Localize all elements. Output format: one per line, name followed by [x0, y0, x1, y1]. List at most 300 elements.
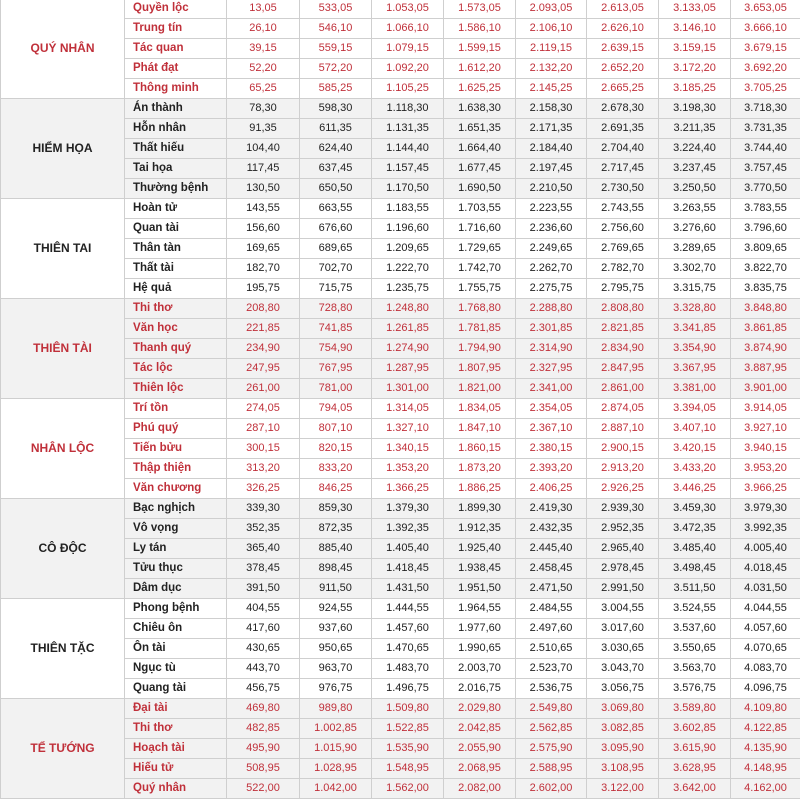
value-cell: 2.939,30 — [587, 499, 659, 519]
value-cell: 1.562,00 — [372, 779, 444, 799]
value-cell: 3.122,00 — [587, 779, 659, 799]
value-cell: 3.446,25 — [659, 479, 731, 499]
value-cell: 2.093,05 — [516, 0, 587, 19]
row-name: Quyền lộc — [125, 0, 227, 19]
value-cell: 1.847,10 — [444, 419, 516, 439]
value-cell: 2.510,65 — [516, 639, 587, 659]
value-cell: 2.743,55 — [587, 199, 659, 219]
value-cell: 754,90 — [300, 339, 372, 359]
value-cell: 1.599,15 — [444, 39, 516, 59]
row-name: Phát đạt — [125, 59, 227, 79]
table-row — [1, 599, 800, 619]
row-name: Dâm dục — [125, 579, 227, 599]
value-cell: 104,40 — [227, 139, 300, 159]
value-cell: 3.263,55 — [659, 199, 731, 219]
value-cell: 1.444,55 — [372, 599, 444, 619]
table-row — [1, 399, 800, 419]
value-cell: 1.379,30 — [372, 499, 444, 519]
value-cell: 1.079,15 — [372, 39, 444, 59]
value-cell: 2.275,75 — [516, 279, 587, 299]
value-cell: 2.042,85 — [444, 719, 516, 739]
value-cell: 1.457,60 — [372, 619, 444, 639]
value-cell: 1.951,50 — [444, 579, 516, 599]
value-cell: 767,95 — [300, 359, 372, 379]
value-cell: 3.615,90 — [659, 739, 731, 759]
value-cell: 1.092,20 — [372, 59, 444, 79]
value-cell: 3.589,80 — [659, 699, 731, 719]
value-cell: 2.795,75 — [587, 279, 659, 299]
value-cell: 3.914,05 — [731, 399, 800, 419]
value-cell: 182,70 — [227, 259, 300, 279]
value-cell: 3.992,35 — [731, 519, 800, 539]
value-cell: 1.392,35 — [372, 519, 444, 539]
value-cell: 911,50 — [300, 579, 372, 599]
value-cell: 1.170,50 — [372, 179, 444, 199]
value-cell: 4.070,65 — [731, 639, 800, 659]
value-cell: 611,35 — [300, 119, 372, 139]
value-cell: 1.821,00 — [444, 379, 516, 399]
value-cell: 1.977,60 — [444, 619, 516, 639]
row-name: Quý nhân — [125, 779, 227, 799]
value-cell: 1.651,35 — [444, 119, 516, 139]
value-cell: 2.380,15 — [516, 439, 587, 459]
value-cell: 313,20 — [227, 459, 300, 479]
value-cell: 924,55 — [300, 599, 372, 619]
row-name: Thi thơ — [125, 719, 227, 739]
value-cell: 39,15 — [227, 39, 300, 59]
value-cell: 1.248,80 — [372, 299, 444, 319]
value-cell: 546,10 — [300, 19, 372, 39]
value-cell: 1.274,90 — [372, 339, 444, 359]
value-cell: 13,05 — [227, 0, 300, 19]
value-cell: 156,60 — [227, 219, 300, 239]
value-cell: 2.367,10 — [516, 419, 587, 439]
value-cell: 3.757,45 — [731, 159, 800, 179]
value-cell: 1.042,00 — [300, 779, 372, 799]
row-name: Tác lộc — [125, 359, 227, 379]
value-cell: 885,40 — [300, 539, 372, 559]
row-name: Văn học — [125, 319, 227, 339]
value-cell: 4.044,55 — [731, 599, 800, 619]
value-cell: 1.586,10 — [444, 19, 516, 39]
value-cell: 3.224,40 — [659, 139, 731, 159]
value-cell: 469,80 — [227, 699, 300, 719]
value-cell: 4.018,45 — [731, 559, 800, 579]
value-cell: 1.327,10 — [372, 419, 444, 439]
value-cell: 1.690,50 — [444, 179, 516, 199]
value-cell: 378,45 — [227, 559, 300, 579]
value-cell: 1.834,05 — [444, 399, 516, 419]
value-cell: 2.158,30 — [516, 99, 587, 119]
value-cell: 2.978,45 — [587, 559, 659, 579]
value-cell: 702,70 — [300, 259, 372, 279]
value-cell: 3.082,85 — [587, 719, 659, 739]
value-cell: 482,85 — [227, 719, 300, 739]
value-cell: 1.768,80 — [444, 299, 516, 319]
value-cell: 1.405,40 — [372, 539, 444, 559]
value-cell: 572,20 — [300, 59, 372, 79]
group-label: QUÝ NHÂN — [1, 0, 125, 99]
value-cell: 1.196,60 — [372, 219, 444, 239]
table-row — [1, 0, 800, 19]
value-cell: 1.209,65 — [372, 239, 444, 259]
row-name: Ngục tù — [125, 659, 227, 679]
value-cell: 833,20 — [300, 459, 372, 479]
value-cell: 3.718,30 — [731, 99, 800, 119]
value-cell: 169,65 — [227, 239, 300, 259]
value-cell: 2.549,80 — [516, 699, 587, 719]
value-cell: 1.925,40 — [444, 539, 516, 559]
value-cell: 3.653,05 — [731, 0, 800, 19]
value-cell: 976,75 — [300, 679, 372, 699]
value-cell: 937,60 — [300, 619, 372, 639]
value-cell: 1.183,55 — [372, 199, 444, 219]
value-cell: 1.964,55 — [444, 599, 516, 619]
value-cell: 3.276,60 — [659, 219, 731, 239]
value-cell: 2.288,80 — [516, 299, 587, 319]
value-cell: 3.679,15 — [731, 39, 800, 59]
row-name: Thi thơ — [125, 299, 227, 319]
value-cell: 3.511,50 — [659, 579, 731, 599]
value-cell: 1.638,30 — [444, 99, 516, 119]
value-cell: 1.028,95 — [300, 759, 372, 779]
value-cell: 1.144,40 — [372, 139, 444, 159]
value-cell: 365,40 — [227, 539, 300, 559]
row-name: Trung tín — [125, 19, 227, 39]
value-cell: 598,30 — [300, 99, 372, 119]
value-cell: 3.537,60 — [659, 619, 731, 639]
value-cell: 3.056,75 — [587, 679, 659, 699]
value-cell: 2.952,35 — [587, 519, 659, 539]
value-cell: 1.470,65 — [372, 639, 444, 659]
value-cell: 3.809,65 — [731, 239, 800, 259]
value-cell: 3.524,55 — [659, 599, 731, 619]
value-cell: 3.108,95 — [587, 759, 659, 779]
value-cell: 2.847,95 — [587, 359, 659, 379]
value-cell: 1.873,20 — [444, 459, 516, 479]
value-cell: 559,15 — [300, 39, 372, 59]
value-cell: 2.874,05 — [587, 399, 659, 419]
value-cell: 274,05 — [227, 399, 300, 419]
value-cell: 1.053,05 — [372, 0, 444, 19]
value-cell: 2.536,75 — [516, 679, 587, 699]
row-name: Phong bệnh — [125, 599, 227, 619]
value-cell: 3.966,25 — [731, 479, 800, 499]
value-cell: 2.055,90 — [444, 739, 516, 759]
value-cell: 2.575,90 — [516, 739, 587, 759]
value-cell: 3.146,10 — [659, 19, 731, 39]
value-cell: 2.016,75 — [444, 679, 516, 699]
value-cell: 3.731,35 — [731, 119, 800, 139]
value-cell: 859,30 — [300, 499, 372, 519]
value-cell: 234,90 — [227, 339, 300, 359]
row-name: Chiêu ôn — [125, 619, 227, 639]
value-cell: 3.642,00 — [659, 779, 731, 799]
value-cell: 2.236,60 — [516, 219, 587, 239]
value-cell: 1.742,70 — [444, 259, 516, 279]
value-cell: 3.172,20 — [659, 59, 731, 79]
value-cell: 3.874,90 — [731, 339, 800, 359]
group-label: TỂ TƯỚNG — [1, 699, 125, 799]
group-label: NHÂN LỘC — [1, 399, 125, 499]
value-cell: 2.354,05 — [516, 399, 587, 419]
row-name: Thường bệnh — [125, 179, 227, 199]
value-cell: 3.861,85 — [731, 319, 800, 339]
value-cell: 872,35 — [300, 519, 372, 539]
value-cell: 2.029,80 — [444, 699, 516, 719]
value-cell: 898,45 — [300, 559, 372, 579]
value-cell: 781,00 — [300, 379, 372, 399]
value-cell: 208,80 — [227, 299, 300, 319]
value-cell: 3.576,75 — [659, 679, 731, 699]
value-cell: 3.004,55 — [587, 599, 659, 619]
row-name: Thất hiếu — [125, 139, 227, 159]
value-cell: 326,25 — [227, 479, 300, 499]
value-cell: 2.432,35 — [516, 519, 587, 539]
value-cell: 846,25 — [300, 479, 372, 499]
value-cell: 2.717,45 — [587, 159, 659, 179]
value-cell: 1.066,10 — [372, 19, 444, 39]
value-cell: 585,25 — [300, 79, 372, 99]
value-cell: 2.965,40 — [587, 539, 659, 559]
value-cell: 2.769,65 — [587, 239, 659, 259]
value-cell: 2.602,00 — [516, 779, 587, 799]
value-cell: 4.122,85 — [731, 719, 800, 739]
row-name: Đại tài — [125, 699, 227, 719]
row-name: Thất tài — [125, 259, 227, 279]
value-cell: 3.420,15 — [659, 439, 731, 459]
value-cell: 3.237,45 — [659, 159, 731, 179]
value-cell: 2.471,50 — [516, 579, 587, 599]
value-cell: 3.979,30 — [731, 499, 800, 519]
row-name: Thập thiện — [125, 459, 227, 479]
value-cell: 1.664,40 — [444, 139, 516, 159]
value-cell: 2.691,35 — [587, 119, 659, 139]
value-cell: 2.003,70 — [444, 659, 516, 679]
row-name: Hỗn nhân — [125, 119, 227, 139]
value-cell: 2.665,25 — [587, 79, 659, 99]
value-cell: 3.328,80 — [659, 299, 731, 319]
row-name: Văn chương — [125, 479, 227, 499]
value-cell: 3.367,95 — [659, 359, 731, 379]
value-cell: 1.301,00 — [372, 379, 444, 399]
value-cell: 3.185,25 — [659, 79, 731, 99]
value-cell: 508,95 — [227, 759, 300, 779]
value-cell: 3.472,35 — [659, 519, 731, 539]
value-cell: 3.315,75 — [659, 279, 731, 299]
value-cell: 1.886,25 — [444, 479, 516, 499]
value-cell: 2.484,55 — [516, 599, 587, 619]
row-name: Trí tồn — [125, 399, 227, 419]
value-cell: 2.639,15 — [587, 39, 659, 59]
value-cell: 3.289,65 — [659, 239, 731, 259]
value-cell: 3.394,05 — [659, 399, 731, 419]
value-cell: 1.261,85 — [372, 319, 444, 339]
row-name: Tiến bửu — [125, 439, 227, 459]
value-cell: 3.381,00 — [659, 379, 731, 399]
value-cell: 963,70 — [300, 659, 372, 679]
value-cell: 3.498,45 — [659, 559, 731, 579]
value-cell: 2.887,10 — [587, 419, 659, 439]
row-name: Thiên lộc — [125, 379, 227, 399]
value-cell: 195,75 — [227, 279, 300, 299]
table-row — [1, 199, 800, 219]
value-cell: 1.794,90 — [444, 339, 516, 359]
value-cell: 2.821,85 — [587, 319, 659, 339]
value-cell: 2.991,50 — [587, 579, 659, 599]
value-cell: 2.730,50 — [587, 179, 659, 199]
value-cell: 3.927,10 — [731, 419, 800, 439]
value-cell: 4.096,75 — [731, 679, 800, 699]
value-cell: 2.223,55 — [516, 199, 587, 219]
value-cell: 3.198,30 — [659, 99, 731, 119]
group-label: THIÊN TAI — [1, 199, 125, 299]
value-cell: 1.703,55 — [444, 199, 516, 219]
value-cell: 4.109,80 — [731, 699, 800, 719]
value-cell: 1.625,25 — [444, 79, 516, 99]
value-cell: 2.562,85 — [516, 719, 587, 739]
value-cell: 65,25 — [227, 79, 300, 99]
row-name: Phú quý — [125, 419, 227, 439]
value-cell: 26,10 — [227, 19, 300, 39]
value-cell: 3.783,55 — [731, 199, 800, 219]
value-cell: 1.912,35 — [444, 519, 516, 539]
value-cell: 2.756,60 — [587, 219, 659, 239]
value-cell: 1.755,75 — [444, 279, 516, 299]
value-cell: 1.612,20 — [444, 59, 516, 79]
value-cell: 2.497,60 — [516, 619, 587, 639]
value-cell: 4.162,00 — [731, 779, 800, 799]
value-cell: 117,45 — [227, 159, 300, 179]
value-cell: 807,10 — [300, 419, 372, 439]
value-cell: 2.626,10 — [587, 19, 659, 39]
value-cell: 3.017,60 — [587, 619, 659, 639]
value-cell: 3.459,30 — [659, 499, 731, 519]
value-cell: 2.808,80 — [587, 299, 659, 319]
value-cell: 78,30 — [227, 99, 300, 119]
value-cell: 2.834,90 — [587, 339, 659, 359]
value-cell: 1.157,45 — [372, 159, 444, 179]
row-name: Hoạch tài — [125, 739, 227, 759]
row-name: Ly tán — [125, 539, 227, 559]
value-cell: 1.677,45 — [444, 159, 516, 179]
value-cell: 1.535,90 — [372, 739, 444, 759]
value-cell: 3.666,10 — [731, 19, 800, 39]
value-cell: 2.106,10 — [516, 19, 587, 39]
value-cell: 3.302,70 — [659, 259, 731, 279]
value-cell: 1.353,20 — [372, 459, 444, 479]
value-cell: 2.145,25 — [516, 79, 587, 99]
value-cell: 2.082,00 — [444, 779, 516, 799]
group-label: THIÊN TÀI — [1, 299, 125, 399]
value-cell: 3.433,20 — [659, 459, 731, 479]
value-cell: 2.419,30 — [516, 499, 587, 519]
value-cell: 3.822,70 — [731, 259, 800, 279]
value-cell: 3.848,80 — [731, 299, 800, 319]
value-cell: 91,35 — [227, 119, 300, 139]
value-cell: 2.678,30 — [587, 99, 659, 119]
value-cell: 4.083,70 — [731, 659, 800, 679]
value-cell: 1.807,95 — [444, 359, 516, 379]
value-cell: 339,30 — [227, 499, 300, 519]
value-cell: 3.705,25 — [731, 79, 800, 99]
row-name: Tai họa — [125, 159, 227, 179]
value-cell: 3.354,90 — [659, 339, 731, 359]
row-name: Bạc nghịch — [125, 499, 227, 519]
value-cell: 1.235,75 — [372, 279, 444, 299]
value-cell: 2.301,85 — [516, 319, 587, 339]
value-cell: 1.222,70 — [372, 259, 444, 279]
value-cell: 3.407,10 — [659, 419, 731, 439]
value-cell: 1.990,65 — [444, 639, 516, 659]
value-cell: 2.132,20 — [516, 59, 587, 79]
row-name: Hoàn tử — [125, 199, 227, 219]
value-cell: 522,00 — [227, 779, 300, 799]
value-cell: 1.287,95 — [372, 359, 444, 379]
row-name: Thông minh — [125, 79, 227, 99]
value-cell: 1.522,85 — [372, 719, 444, 739]
row-name: Vô vọng — [125, 519, 227, 539]
value-cell: 1.002,85 — [300, 719, 372, 739]
row-name: Hệ quả — [125, 279, 227, 299]
value-cell: 1.366,25 — [372, 479, 444, 499]
value-cell: 456,75 — [227, 679, 300, 699]
value-cell: 2.652,20 — [587, 59, 659, 79]
value-cell: 689,65 — [300, 239, 372, 259]
value-cell: 624,40 — [300, 139, 372, 159]
value-cell: 3.602,85 — [659, 719, 731, 739]
value-cell: 430,65 — [227, 639, 300, 659]
value-cell: 3.835,75 — [731, 279, 800, 299]
row-name: Tác quan — [125, 39, 227, 59]
value-cell: 3.133,05 — [659, 0, 731, 19]
value-cell: 3.770,50 — [731, 179, 800, 199]
value-cell: 2.249,65 — [516, 239, 587, 259]
value-cell: 3.250,50 — [659, 179, 731, 199]
value-cell: 1.418,45 — [372, 559, 444, 579]
value-cell: 4.031,50 — [731, 579, 800, 599]
row-name: Ôn tài — [125, 639, 227, 659]
value-cell: 2.314,90 — [516, 339, 587, 359]
value-cell: 391,50 — [227, 579, 300, 599]
value-cell: 2.393,20 — [516, 459, 587, 479]
value-cell: 3.043,70 — [587, 659, 659, 679]
row-name: Án thành — [125, 99, 227, 119]
value-cell: 247,95 — [227, 359, 300, 379]
value-cell: 2.197,45 — [516, 159, 587, 179]
value-cell: 404,55 — [227, 599, 300, 619]
group-label: THIÊN TẶC — [1, 599, 125, 699]
value-cell: 300,15 — [227, 439, 300, 459]
value-cell: 1.314,05 — [372, 399, 444, 419]
value-cell: 2.704,40 — [587, 139, 659, 159]
value-cell: 352,35 — [227, 519, 300, 539]
value-cell: 2.926,25 — [587, 479, 659, 499]
value-cell: 4.057,60 — [731, 619, 800, 639]
value-cell: 3.069,80 — [587, 699, 659, 719]
value-cell: 3.211,35 — [659, 119, 731, 139]
value-cell: 2.341,00 — [516, 379, 587, 399]
value-cell: 2.171,35 — [516, 119, 587, 139]
value-cell: 650,50 — [300, 179, 372, 199]
value-cell: 533,05 — [300, 0, 372, 19]
row-name: Thân tàn — [125, 239, 227, 259]
row-name: Quang tài — [125, 679, 227, 699]
value-cell: 3.159,15 — [659, 39, 731, 59]
value-cell: 3.692,20 — [731, 59, 800, 79]
value-cell: 741,85 — [300, 319, 372, 339]
value-cell: 1.431,50 — [372, 579, 444, 599]
